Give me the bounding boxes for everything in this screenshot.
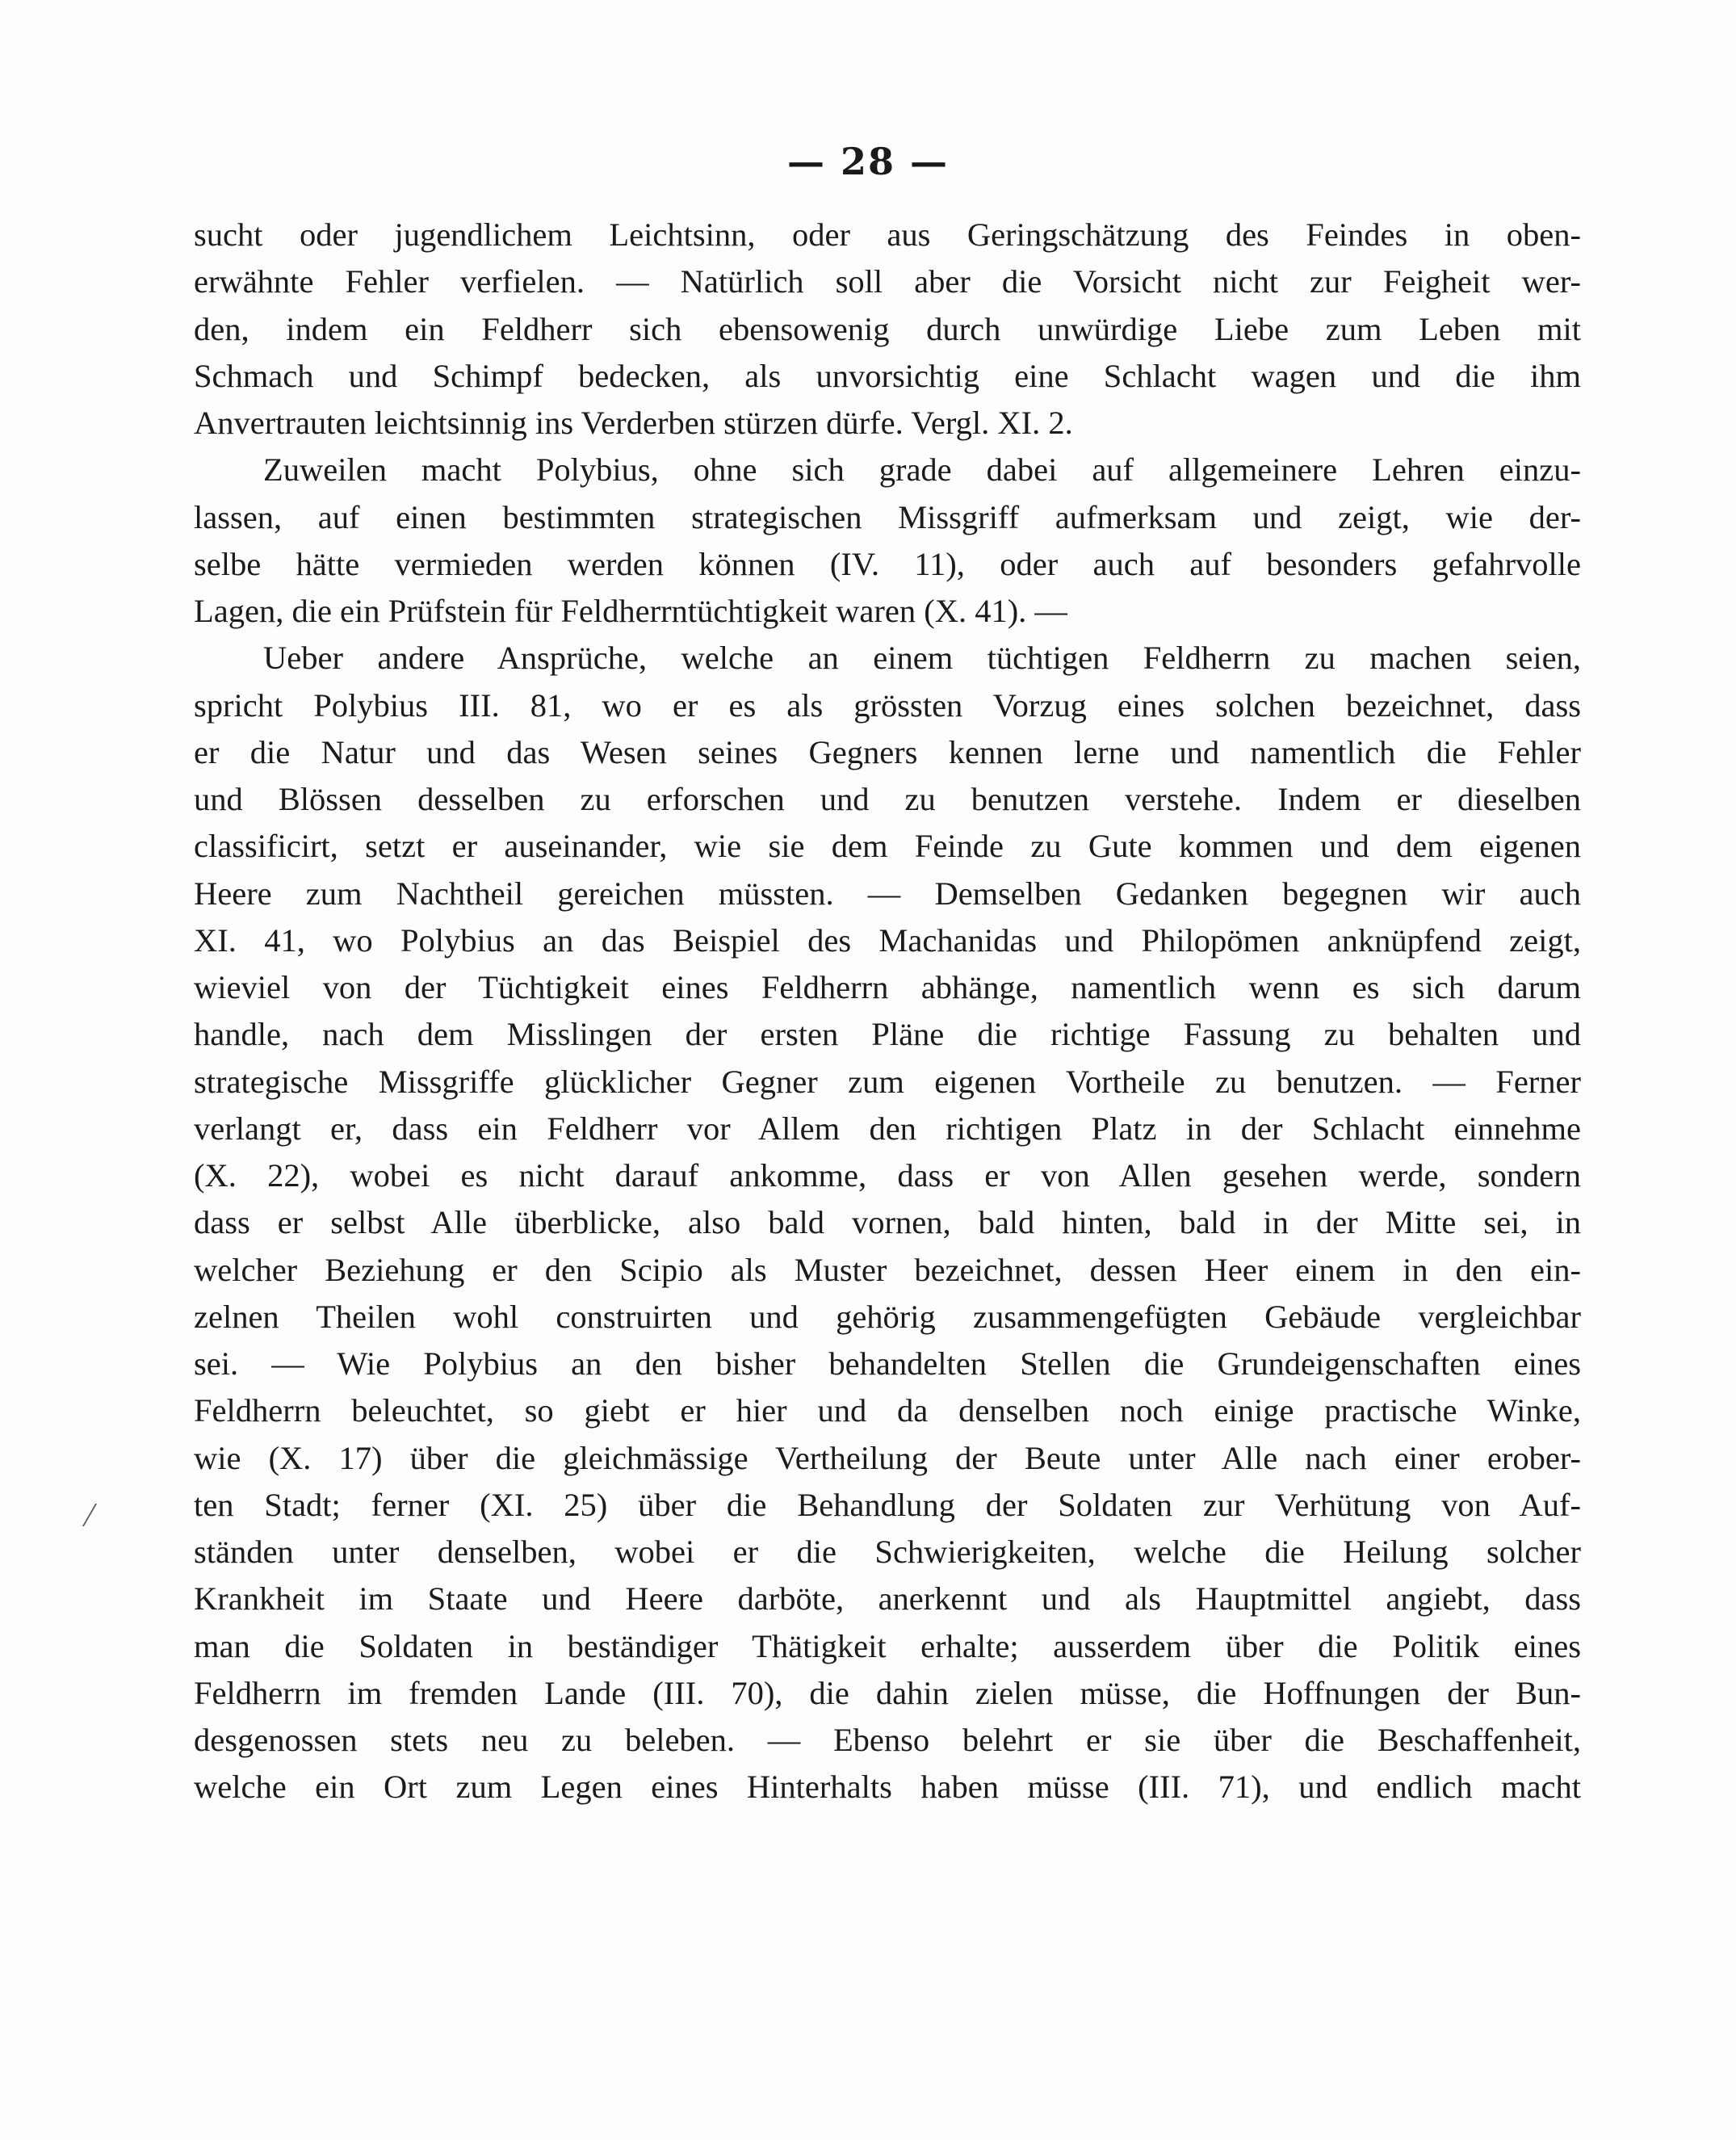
text-line: man die Soldaten in beständiger Thätigkeit erhalte; ausserdem über die Politik eines (194, 1627, 1581, 1664)
text-line: Zuweilen macht Polybius, ohne sich grade dabei auf allgemeinere Lehren einzu- (263, 451, 1581, 489)
text-line: ständen unter denselben, wobei er die Schwierigkeiten, welche die Heilung solcher (194, 1534, 1581, 1570)
text-line: Ueber andere Ansprüche, welche an einem tüchtigen Feldherrn zu machen seien, (263, 640, 1581, 677)
text-line: wie (X. 17) über die gleichmässige Vertheilung der Beute unter Alle nach einer erober- (194, 1439, 1581, 1476)
text-line: strategische Missgriffe glücklicher Gegner zum eigenen Vortheile zu benutzen. — Ferner (194, 1063, 1581, 1100)
text-line: dass er selbst Alle überblicke, also bald vornen, bald hinten, bald in der Mitte sei, in (194, 1204, 1581, 1241)
text-line: Anvertrauten leichtsinnig ins Verderben stürzen dürfe. Vergl. XI. 2. (194, 405, 1073, 441)
text-line: lassen, auf einen bestimmten strategischen Missgriff aufmerksam und zeigt, wie der- (194, 498, 1581, 535)
body-text (194, 212, 1581, 1811)
text-line: XI. 41, wo Polybius an das Beispiel des Machanidas und Philopömen anknüpfend zeigt, (194, 921, 1581, 959)
text-line: handle, nach dem Misslingen der ersten Pläne die richtige Fassung zu behalten und (194, 1016, 1581, 1053)
text-line: zelnen Theilen wohl construirten und gehörig zusammengefügten Gebäude vergleichbar (194, 1298, 1581, 1335)
text-line: sucht oder jugendlichem Leichtsinn, oder aus Geringschätzung des Feindes in oben- (194, 216, 1581, 253)
text-line: Schmach und Schimpf bedecken, als unvorsichtig eine Schlacht wagen und die ihm (194, 357, 1581, 394)
text-line: classificirt, setzt er auseinander, wie sie dem Feinde zu Gute kommen und dem eigenen (194, 828, 1581, 865)
text-line: er die Natur und das Wesen seines Gegners kennen lerne und namentlich die Fehler (194, 733, 1581, 770)
text-line: erwähnte Fehler verfielen. — Natürlich soll aber die Vorsicht nicht zur Feigheit wer- (194, 263, 1581, 300)
text-line: welcher Beziehung er den Scipio als Muster bezeichnet, dessen Heer einem in den ein- (194, 1251, 1581, 1288)
text-line: (X. 22), wobei es nicht darauf ankomme, dass er von Allen gesehen werde, sondern (194, 1157, 1581, 1194)
text-line: wieviel von der Tüchtigkeit eines Feldherrn abhänge, namentlich wenn es sich darum (194, 969, 1581, 1005)
text-line: den, indem ein Feldherr sich ebensowenig durch unwürdige Liebe zum Leben mit (194, 310, 1581, 347)
text-line: ten Stadt; ferner (XI. 25) über die Behandlung der Soldaten zur Verhütung von Auf- (194, 1486, 1581, 1523)
page-number: — 28 — (786, 140, 950, 183)
text-line: selbe hätte vermieden werden können (IV. 11), oder auch auf besonders gefahrvolle (194, 545, 1581, 582)
text-line: Lagen, die ein Prüfstein für Feldherrntüchtigkeit waren (X. 41). — (194, 593, 1067, 629)
text-line: und Blössen desselben zu erforschen und zu benutzen verstehe. Indem er dieselben (194, 781, 1581, 817)
text-line: Krankheit im Staate und Heere darböte, anerkennt und als Hauptmittel angiebt, dass (194, 1580, 1581, 1618)
text-line: spricht Polybius III. 81, wo er es als grössten Vorzug eines solchen bezeichnet, dass (194, 686, 1581, 724)
text-line: Feldherrn beleuchtet, so giebt er hier und da denselben noch einige practische Winke, (194, 1392, 1581, 1429)
text-line: welche ein Ort zum Legen eines Hinterhalts haben müsse (III. 71), und endlich macht (194, 1769, 1581, 1806)
text-line: Heere zum Nachtheil gereichen müssten. — Demselben Gedanken begegnen wir auch (194, 875, 1581, 912)
text-line: sei. — Wie Polybius an den bisher behandelten Stellen die Grundeigenschaften eines (194, 1345, 1581, 1382)
text-line: verlangt er, dass ein Feldherr vor Allem den richtigen Platz in der Schlacht einnehme (194, 1110, 1581, 1147)
text-line: Feldherrn im fremden Lande (III. 70), die dahin zielen müsse, die Hoffnungen der Bun- (194, 1674, 1581, 1711)
margin-pen-mark (82, 1504, 110, 1526)
text-line: desgenossen stets neu zu beleben. — Ebenso belehrt er sie über die Beschaffenheit, (194, 1722, 1581, 1758)
